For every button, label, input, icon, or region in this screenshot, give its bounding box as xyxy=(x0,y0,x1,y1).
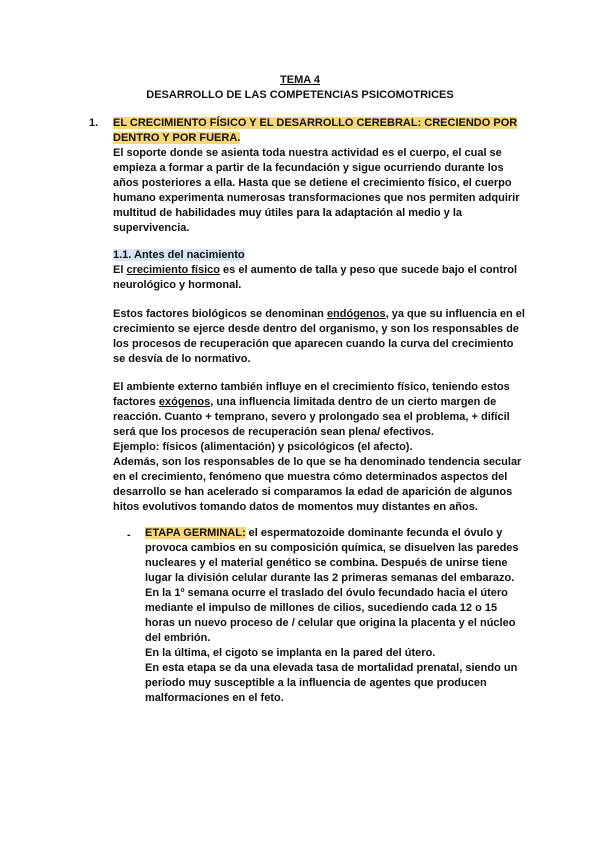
bullet-line: nucleares y el material genético se combina. Después de unirse tiene xyxy=(145,557,508,569)
intro-line: humano experimenta numerosas transformaciones que nos permiten adquirir xyxy=(113,192,520,204)
intro-line: multitud de habilidades muy útiles para la adaptación al medio y la xyxy=(113,207,463,219)
bullet-marker: - xyxy=(127,529,131,541)
etapa-germinal-label: ETAPA GERMINAL: xyxy=(145,527,246,539)
germinal-stage-bullet xyxy=(145,526,519,706)
paragraph-line: neurológico y hormonal. xyxy=(113,279,242,291)
section-heading xyxy=(113,116,517,146)
intro-line: El soporte donde se asienta toda nuestra actividad es el cuerpo, el cual se xyxy=(113,147,502,159)
paragraph-line: Además, son los responsables de lo que se ha denominado tendencia secular xyxy=(113,456,522,468)
paragraph-line: crecimiento se ejerce desde dentro del organismo, y son los responsables de xyxy=(113,323,519,335)
bullet-line: horas un nuevo proceso de / celular que origina la placenta y el núcleo xyxy=(145,617,516,629)
subsection-heading-text: 1.1. Antes del nacimiento xyxy=(113,249,245,261)
bullet-line: En esta etapa se da una elevada tasa de mortalidad prenatal, siendo un xyxy=(145,662,518,674)
paragraph-line: en el crecimiento, fenómeno que muestra cómo determinados aspectos del xyxy=(113,471,508,483)
bullet-line: malformaciones en el feto. xyxy=(145,692,284,704)
paragraph-line: desarrollo se han acelerado si comparamos la edad de aparición de algunos xyxy=(113,486,513,498)
paragraph-line: Ejemplo: físicos (alimentación) y psicológicos (el afecto). xyxy=(113,441,413,453)
paragraph-line: El ambiente externo también influye en el crecimiento físico, teniendo estos xyxy=(113,381,510,393)
text-run: El xyxy=(113,264,127,276)
exogenous-paragraph xyxy=(113,380,521,515)
text-run: Estos factores biológicos se denominan xyxy=(113,308,327,320)
intro-paragraph xyxy=(113,146,520,236)
term-exogenos: exógenos xyxy=(158,396,211,408)
topic-number: TEMA 4 xyxy=(280,74,320,86)
bullet-line: periodo muy susceptible a la influencia de agentes que producen xyxy=(145,677,487,689)
bullet-line: En la 1º semana ocurre el traslado del óvulo fecundado hacia el útero xyxy=(145,587,508,599)
paragraph-line: será que los procesos de recuperación sean plena/ efectivos. xyxy=(113,426,434,438)
page-title: DESARROLLO DE LAS COMPETENCIAS PSICOMOTRICES xyxy=(146,89,454,101)
section-heading-line-2: DENTRO Y POR FUERA. xyxy=(113,132,241,144)
bullet-line: lugar la división celular durante las 2 primeras semanas del embarazo. xyxy=(145,572,515,584)
intro-line: empieza a formar a partir de la fecundación y sigue ocurriendo durante los xyxy=(113,162,504,174)
bullet-line: mediante el impulso de millones de cilios, sucediendo cada 12 o 15 xyxy=(145,602,498,614)
bullet-line: del embrión. xyxy=(145,632,211,644)
paragraph-line: hitos evolutivos tomando datos de momentos muy distantes en años. xyxy=(113,501,478,513)
bullet-line: provoca cambios en su composición química, se disuelven las paredes xyxy=(145,542,519,554)
intro-line: años posteriores a ella. Hasta que se detiene el crecimiento físico, el cuerpo xyxy=(113,177,512,189)
text-run: el espermatozoide dominante fecunda el óvulo y xyxy=(245,527,503,539)
text-run: , una influencia limitada dentro de un cierto margen de xyxy=(210,396,497,408)
paragraph-line: los procesos de recuperación que aparecen cuando la curva del crecimiento xyxy=(113,338,514,350)
text-run: es el aumento de talla y peso que sucede bajo el control xyxy=(220,264,518,276)
growth-definition-paragraph xyxy=(113,263,517,293)
section-heading-line-1: EL CRECIMIENTO FÍSICO Y EL DESARROLLO CEREBRAL: CRECIENDO POR xyxy=(113,117,518,129)
term-crecimiento-fisico: crecimiento físico xyxy=(126,264,220,276)
endogenous-paragraph xyxy=(113,307,525,367)
text-run: factores xyxy=(113,396,159,408)
paragraph-line: reacción. Cuanto + temprano, severo y prolongado sea el problema, + difícil xyxy=(113,411,510,423)
subsection-heading xyxy=(113,248,245,263)
intro-line: supervivencia. xyxy=(113,222,190,234)
section-number: 1. xyxy=(89,117,99,129)
paragraph-line: se desvía de lo normativo. xyxy=(113,353,251,365)
term-endogenos: endógenos xyxy=(326,308,386,320)
bullet-line: En la última, el cigoto se implanta en la pared del útero. xyxy=(145,647,436,659)
text-run: , ya que su influencia en el xyxy=(385,308,525,320)
